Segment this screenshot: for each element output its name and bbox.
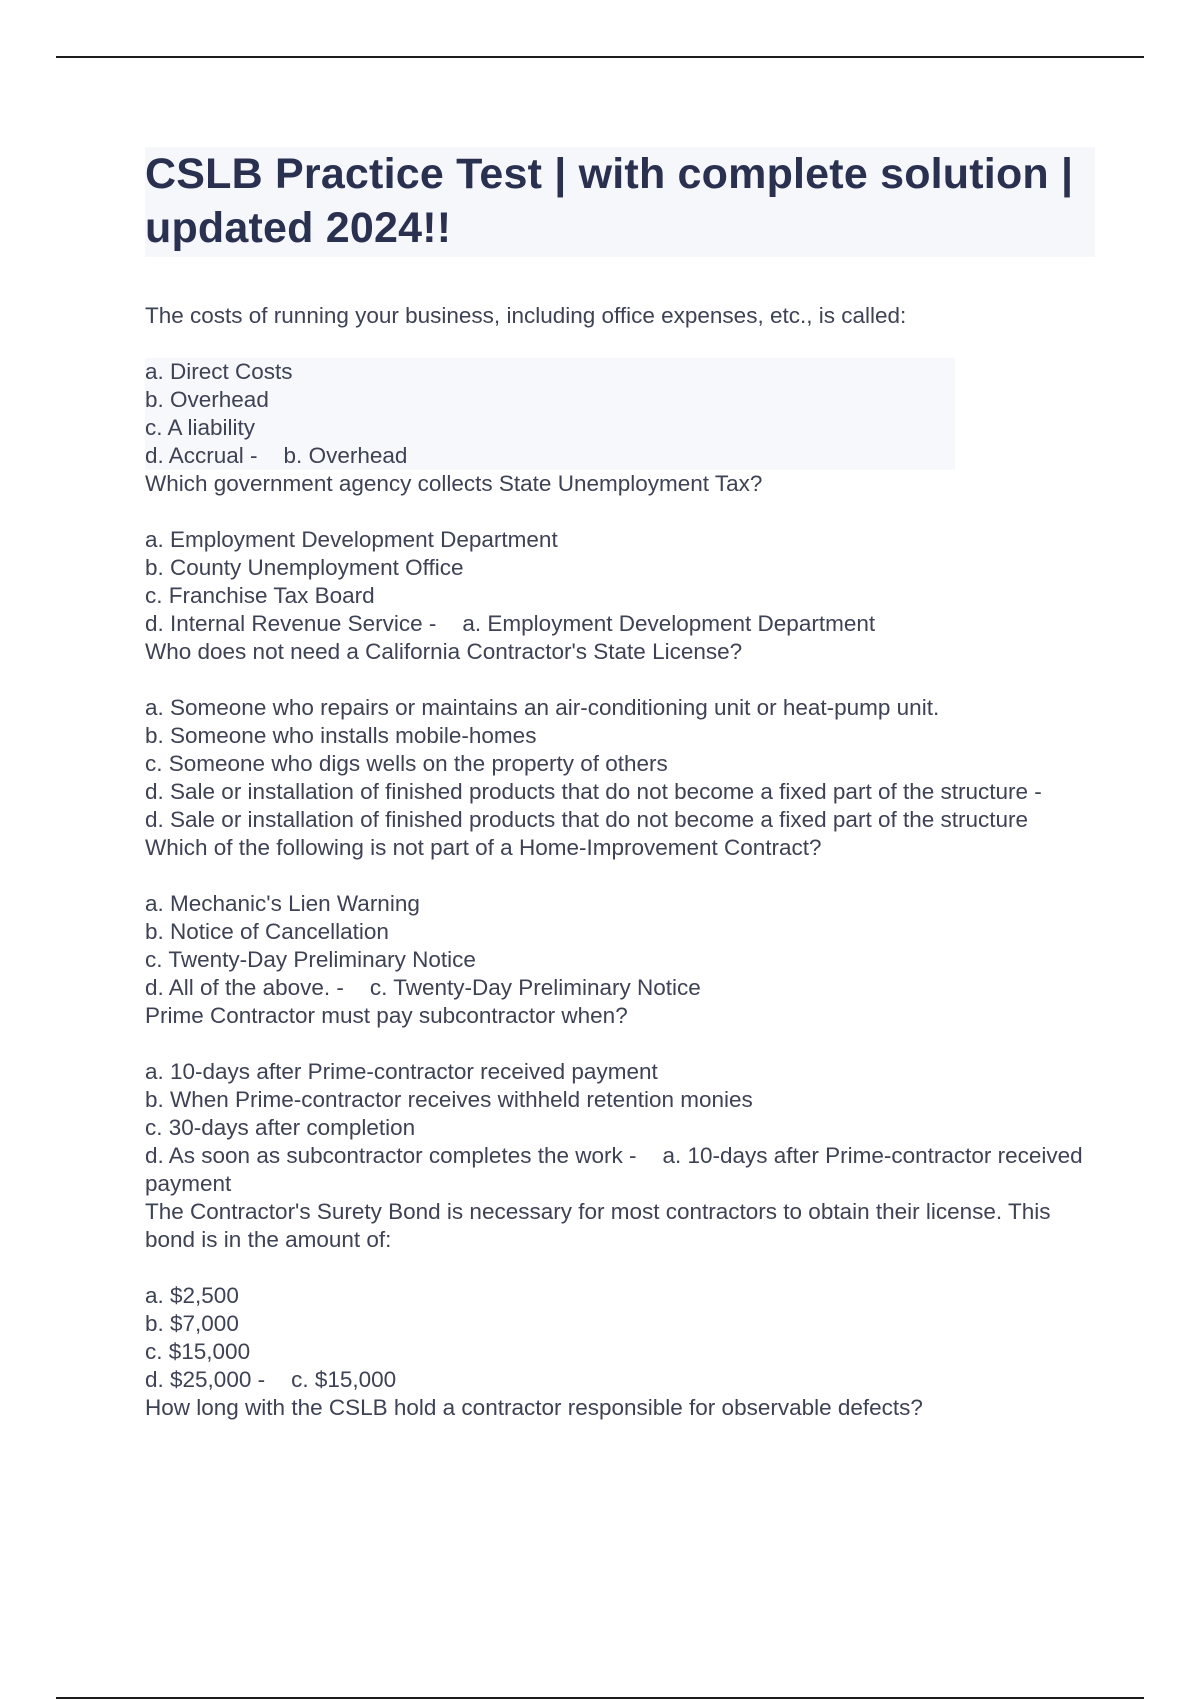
option-b: b. County Unemployment Office (145, 555, 464, 580)
option-d: d. Sale or installation of finished products that do not become a fixed part of the structure - (145, 779, 1042, 804)
question-list (145, 302, 1085, 1422)
question-text: Prime Contractor must pay subcontractor when? (145, 1003, 628, 1028)
option-b: b. Overhead (145, 386, 955, 414)
option-c: c. A liability (145, 414, 955, 442)
answer-line (145, 442, 955, 470)
bottom-rule (56, 1697, 1144, 1699)
option-b: b. When Prime-contractor receives withheld retention monies (145, 1087, 753, 1112)
answer-text: d. Sale or installation of finished products that do not become a fixed part of the structure (145, 807, 1029, 832)
option-c: c. Someone who digs wells on the property of others (145, 751, 668, 776)
option-d: d. All of the above. - (145, 975, 344, 1000)
option-a: a. Mechanic's Lien Warning (145, 891, 420, 916)
option-b: b. Notice of Cancellation (145, 919, 389, 944)
option-d: d. Internal Revenue Service - (145, 611, 437, 636)
question-text: How long with the CSLB hold a contractor responsible for observable defects? (145, 1395, 923, 1420)
option-a: a. Someone who repairs or maintains an air-conditioning unit or heat-pump unit. (145, 695, 940, 720)
document-title: CSLB Practice Test | with complete solution | updated 2024!! (145, 150, 1074, 252)
answer-text: c. $15,000 (291, 1367, 397, 1392)
answer-line (145, 778, 1085, 834)
option-d: d. $25,000 - (145, 1367, 266, 1392)
answer-text: a. 10-days after Prime-contractor received payment (145, 1143, 1083, 1196)
option-b: b. Someone who installs mobile-homes (145, 723, 537, 748)
option-d: d. As soon as subcontractor completes the work - (145, 1143, 637, 1168)
answer-text: b. Overhead (283, 443, 408, 468)
option-c: c. 30-days after completion (145, 1115, 416, 1140)
top-rule (56, 56, 1144, 58)
answer-line (145, 1142, 1085, 1198)
option-c: c. $15,000 (145, 1339, 251, 1364)
option-d: d. Accrual - (145, 443, 258, 468)
option-c: c. Twenty-Day Preliminary Notice (145, 947, 476, 972)
answer-text: c. Twenty-Day Preliminary Notice (369, 975, 701, 1000)
option-c: c. Franchise Tax Board (145, 583, 375, 608)
option-a: a. 10-days after Prime-contractor received payment (145, 1059, 658, 1084)
option-a: a. $2,500 (145, 1283, 239, 1308)
question-text: The Contractor's Surety Bond is necessary for most contractors to obtain their license. This bond is in the amount of: (145, 1199, 1051, 1252)
option-b: b. $7,000 (145, 1311, 239, 1336)
title-block (145, 147, 1095, 257)
question-text: The costs of running your business, including office expenses, etc., is called: (145, 303, 907, 328)
option-a: a. Employment Development Department (145, 527, 558, 552)
answer-line (145, 610, 1085, 638)
answer-text: a. Employment Development Department (462, 611, 876, 636)
answer-line (145, 1366, 1085, 1394)
question-text: Who does not need a California Contractor's State License? (145, 639, 743, 664)
answer-line (145, 974, 1085, 1002)
option-a: a. Direct Costs (145, 358, 955, 386)
question-text: Which of the following is not part of a Home-Improvement Contract? (145, 835, 822, 860)
question-text: Which government agency collects State Unemployment Tax? (145, 471, 763, 496)
